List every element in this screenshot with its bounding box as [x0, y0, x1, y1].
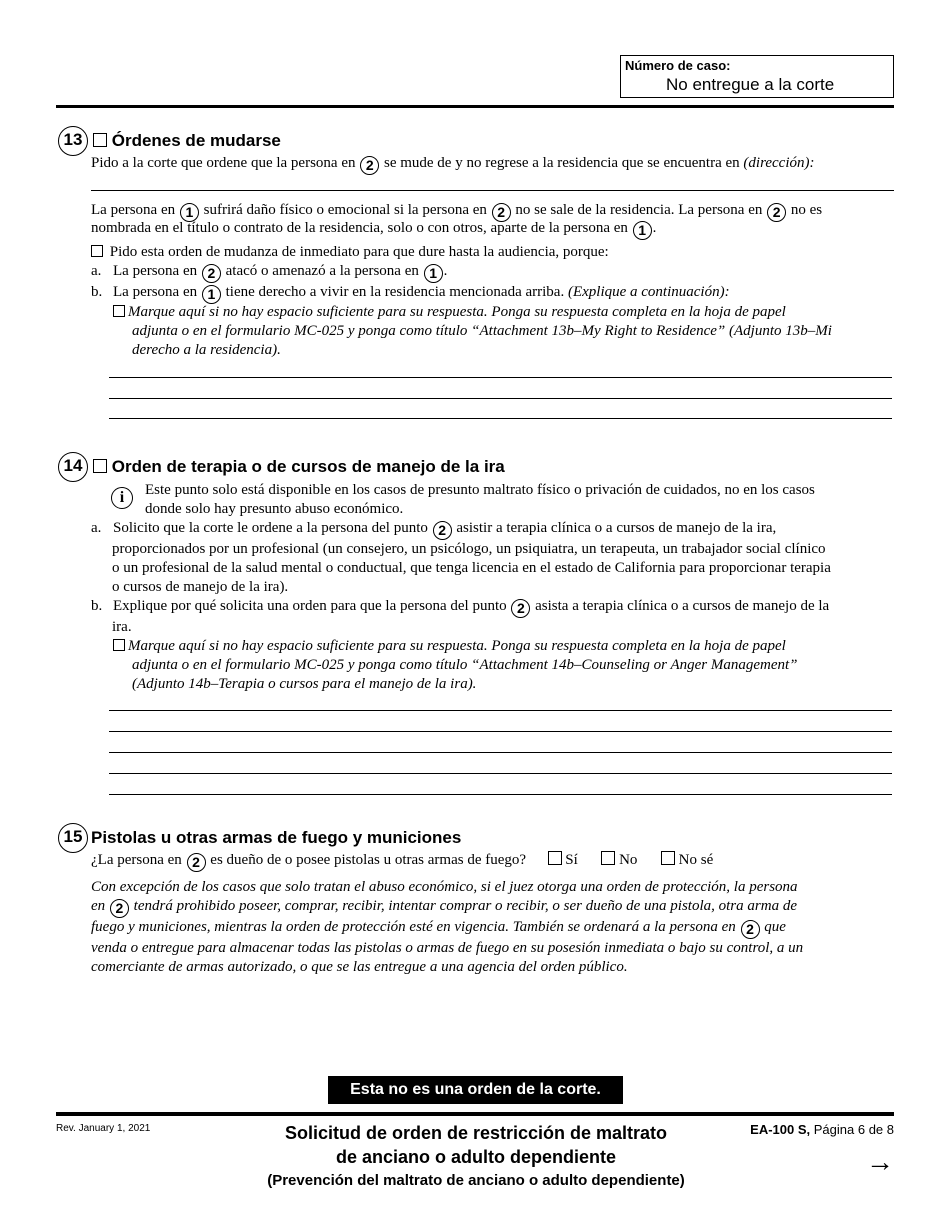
case-number-value: No entregue a la corte: [666, 75, 835, 94]
text: ira.: [112, 619, 132, 635]
address-answer-line[interactable]: [91, 190, 894, 191]
text: tiene derecho a vivir en la residencia mencionada arriba.: [225, 284, 565, 300]
option-label: No sé: [678, 852, 714, 868]
ref-circle-2: 2: [741, 920, 760, 939]
form-title: [226, 1121, 726, 1193]
ref-circle-2: 2: [492, 203, 511, 222]
answer-line[interactable]: [109, 398, 892, 399]
ref-circle-1: 1: [180, 203, 199, 222]
text: ¿La persona en: [91, 852, 182, 868]
ref-circle-2: 2: [187, 853, 206, 872]
s13-request-line: [91, 154, 814, 175]
answer-line[interactable]: [109, 773, 892, 774]
text: adjunta o en el formulario MC-025 y ponga como título “Attachment 14b–Counseling or Anger Management”: [132, 657, 798, 673]
list-label: b.: [91, 284, 103, 300]
answer-line[interactable]: [109, 710, 892, 711]
text: nombrada en el título o contrato de la residencia, solo o con otros, aparte de la persona en: [91, 220, 628, 236]
text: que: [764, 919, 786, 935]
page-number: Página 6 de 8: [813, 1122, 894, 1137]
list-label: a.: [91, 520, 102, 536]
text: proporcionados por un profesional (un consejero, un psicólogo, un psiquiatra, un terapeuta, un trabajador social clínico: [112, 541, 826, 557]
text: derecho a la residencia).: [132, 342, 281, 358]
case-number-label: Número de caso:: [625, 58, 731, 73]
text: o cursos de manejo de la ira).: [112, 579, 289, 595]
text: La persona en: [113, 263, 198, 279]
list-label: b.: [91, 598, 103, 614]
text: Marque aquí si no hay espacio suficiente para su respuesta. Ponga su respuesta completa en la hoja de papel: [128, 304, 786, 320]
answer-line[interactable]: [109, 731, 892, 732]
option-label: No: [619, 852, 638, 868]
ref-circle-2: 2: [511, 599, 530, 618]
text: se mude de y no regrese a la residencia que se encuentra en: [383, 155, 740, 171]
section-13-checkbox[interactable]: [93, 133, 107, 147]
attachment-13b-checkbox[interactable]: [113, 305, 125, 317]
attachment-14b-checkbox[interactable]: [113, 639, 125, 651]
option-label: Sí: [565, 852, 578, 868]
ref-circle-2: 2: [360, 156, 379, 175]
text: (dirección):: [743, 155, 815, 171]
answer-line[interactable]: [109, 752, 892, 753]
ref-circle-1: 1: [424, 264, 443, 283]
ref-circle-2: 2: [433, 521, 452, 540]
text: donde solo hay presunto abuso económico.: [145, 501, 404, 517]
text: es dueño de o posee pistolas u otras armas de fuego?: [210, 852, 527, 868]
immediate-order-checkbox[interactable]: [91, 245, 103, 257]
text: comerciante de armas autorizado, o que se las entregue a una agencia del orden público.: [91, 959, 628, 975]
s15-question: [91, 851, 713, 872]
ref-circle-2: 2: [110, 899, 129, 918]
item-number-14: 14: [58, 452, 88, 482]
text: en: [91, 898, 106, 914]
text: fuego y municiones, mientras la orden de protección esté en vigencia. También se ordenará a la persona en: [91, 919, 736, 935]
firearms-unknown-checkbox[interactable]: [661, 851, 675, 865]
section-14-heading: [93, 457, 505, 477]
section-13-title: Órdenes de mudarse: [111, 131, 281, 150]
s13-item-b: [91, 283, 730, 304]
form-number: EA-100 S,: [750, 1122, 811, 1137]
text: Explique por qué solicita una orden para que la persona del punto: [113, 598, 507, 614]
revision-date: Rev. January 1, 2021: [56, 1123, 151, 1134]
s13-item-a: a. La persona en 2 atacó o amenazó a la persona en 1 .: [91, 263, 448, 281]
ref-circle-1: 1: [202, 285, 221, 304]
text: Solicito que la corte le ordene a la persona del punto: [113, 520, 428, 536]
section-13-heading: [93, 131, 281, 151]
s13-immediate-line: [91, 243, 609, 262]
firearms-no-checkbox[interactable]: [601, 851, 615, 865]
text: Con excepción de los casos que solo tratan el abuso económico, si el juez otorga una orden de protección, la persona: [91, 879, 798, 895]
case-number-box: [620, 55, 894, 98]
s13-attachment-note: [113, 303, 832, 360]
answer-line[interactable]: [109, 418, 892, 419]
section-14-title: Orden de terapia o de cursos de manejo de la ira: [111, 457, 505, 476]
text: atacó o amenazó a la persona en: [225, 263, 419, 279]
info-icon: i: [111, 487, 133, 509]
list-label: a.: [91, 263, 102, 279]
text: sufrirá daño físico o emocional si la persona en: [203, 202, 487, 218]
s14-attachment-note: [113, 637, 798, 694]
text: Este punto solo está disponible en los casos de presunto maltrato físico o privación de cuidados, no en los casos: [145, 482, 815, 498]
text: (Explique a continuación):: [567, 284, 730, 300]
answer-line[interactable]: [109, 377, 892, 378]
text: adjunta o en el formulario MC-025 y ponga como título “Attachment 13b–My Right to Residence” (Adjunto 13b–Mi: [132, 323, 832, 339]
ref-circle-2: 2: [202, 264, 221, 283]
section-15-title: Pistolas u otras armas de fuego y municiones: [91, 828, 462, 847]
form-title-line: de anciano o adulto dependiente: [335, 1147, 617, 1167]
text: no se sale de la residencia. La persona en: [515, 202, 763, 218]
form-title-line: Solicitud de orden de restricción de maltrato: [284, 1123, 668, 1143]
firearms-yes-checkbox[interactable]: [548, 851, 562, 865]
text: no es: [790, 202, 823, 218]
text: (Adjunto 14b–Terapia o cursos para el manejo de la ira).: [132, 676, 477, 692]
text: La persona en: [113, 284, 198, 300]
s14-item-a: [91, 519, 831, 597]
item-number-13: 13: [58, 126, 88, 156]
text: La persona en: [91, 202, 176, 218]
text: venda o entregue para almacenar todas las pistolas o armas de fuego en su posesión inmediata o bajo su control, a un: [91, 940, 804, 956]
text: o un profesional de la salud mental o conductual, que tenga licencia en el estado de California para proporcionar terapia: [112, 560, 831, 576]
next-page-arrow-icon: →: [866, 1146, 894, 1177]
s14-item-b: [91, 597, 829, 637]
text: Marque aquí si no hay espacio suficiente para su respuesta. Ponga su respuesta completa en la hoja de papel: [128, 638, 786, 654]
footer-rule: [56, 1112, 894, 1116]
item-number-15: 15: [58, 823, 88, 853]
form-subtitle: (Prevención del maltrato de anciano o adulto dependiente): [267, 1172, 685, 1189]
s15-firearms-notice: [91, 878, 803, 977]
ref-circle-2: 2: [767, 203, 786, 222]
section-14-checkbox[interactable]: [93, 459, 107, 473]
text: tendrá prohibido poseer, comprar, recibir, intentar comprar o recibir, o ser dueño de una pistola, otra arma de: [133, 898, 797, 914]
form-id: [750, 1122, 894, 1137]
answer-line[interactable]: [109, 794, 892, 795]
s14-info-note: [145, 481, 815, 519]
header-rule: [56, 105, 894, 108]
s13-harm-line-2: nombrada en el título o contrato de la residencia, solo o con otros, aparte de la persona en 1 .: [91, 220, 657, 238]
ref-circle-1: 1: [633, 221, 652, 240]
not-court-order-banner: Esta no es una orden de la corte.: [328, 1076, 623, 1104]
text: Pido a la corte que ordene que la persona en: [91, 155, 356, 171]
text: asistir a terapia clínica o a cursos de manejo de la ira,: [456, 520, 777, 536]
text: Pido esta orden de mudanza de inmediato para que dure hasta la audiencia, porque:: [109, 244, 609, 260]
text: asista a terapia clínica o a cursos de manejo de la: [535, 598, 830, 614]
